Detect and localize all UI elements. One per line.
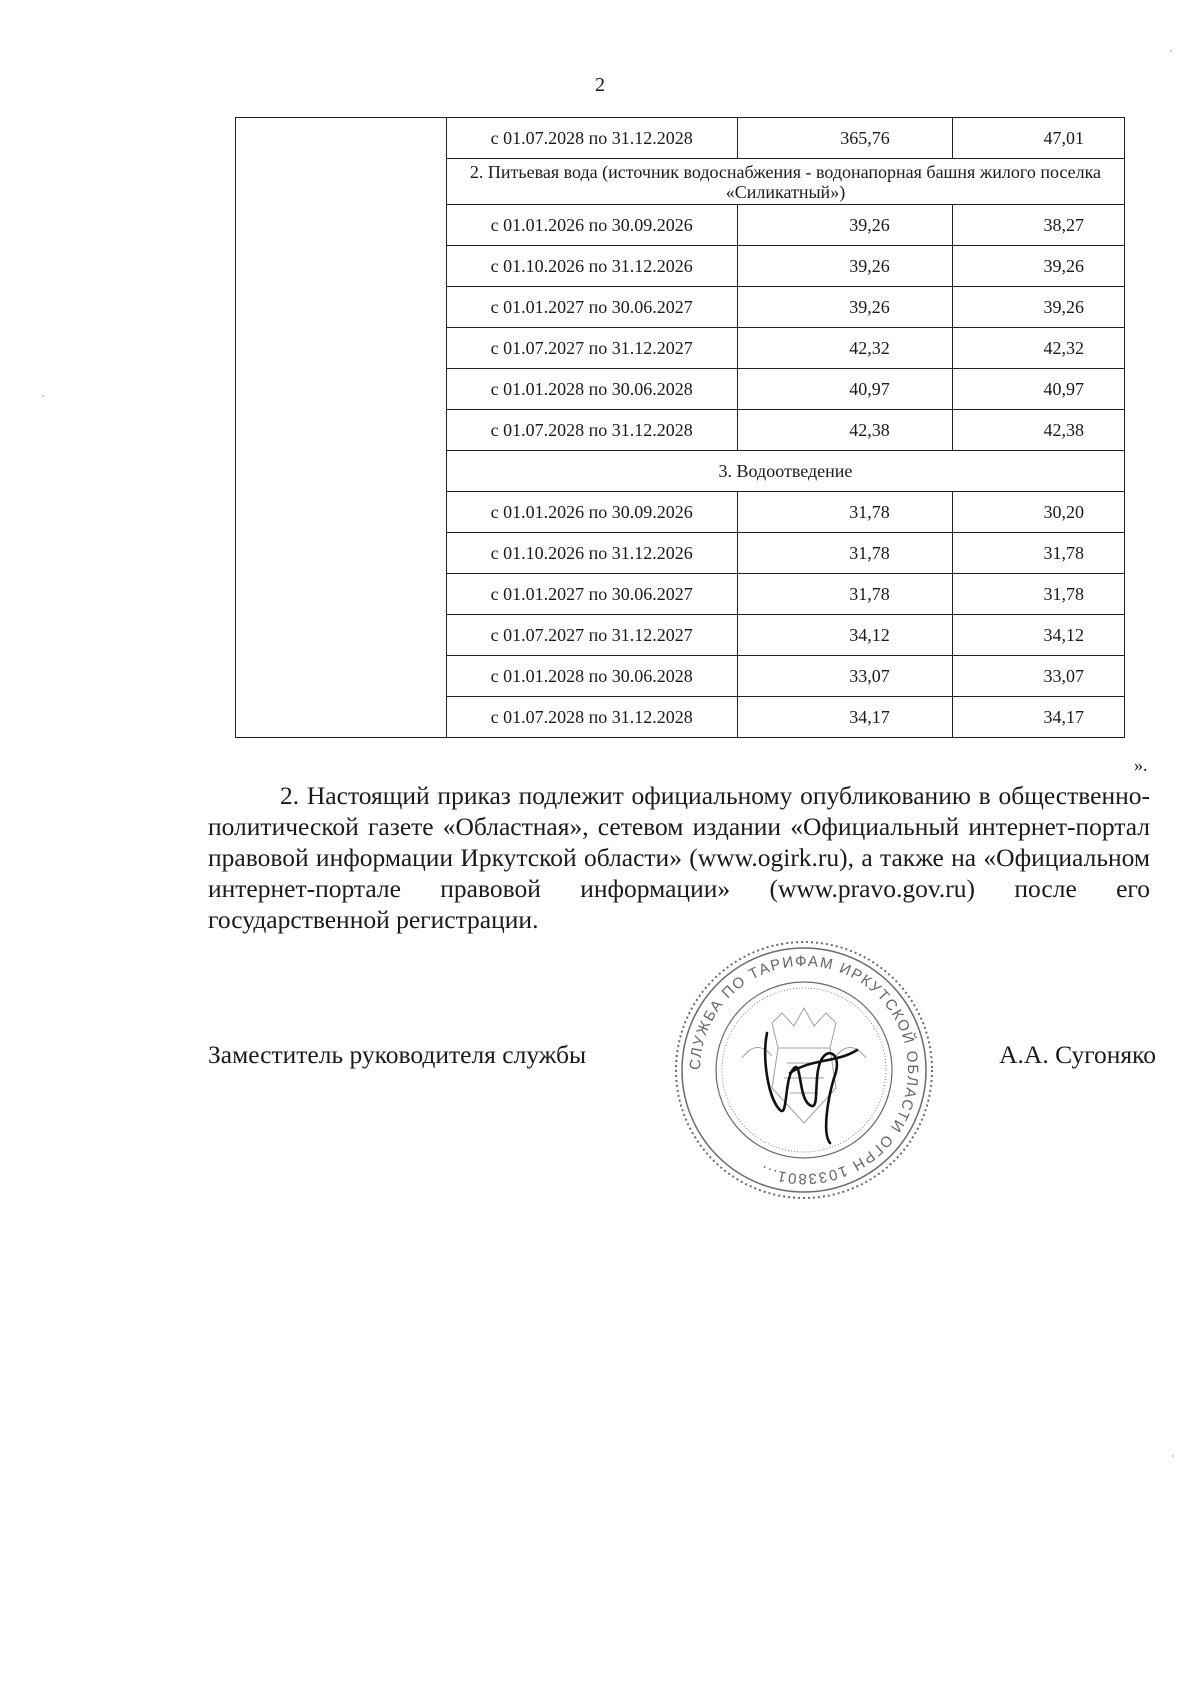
period-cell: с 01.07.2027 по 31.12.2027 [446,615,737,656]
signatory-title: Заместитель руководителя службы [208,1040,587,1069]
period-cell: с 01.07.2028 по 31.12.2028 [446,697,737,738]
period-cell: с 01.01.2027 по 30.06.2027 [446,574,737,615]
tariff-vat-value-cell: 39,26 [952,246,1124,287]
tariff-value-cell: 39,26 [737,205,952,246]
tariff-value-cell: 31,78 [737,533,952,574]
period-cell: с 01.01.2026 по 30.09.2026 [446,205,737,246]
scan-speck [42,395,44,397]
tariff-value-cell: 31,78 [737,492,952,533]
tariff-value-cell: 34,17 [737,697,952,738]
tariff-vat-value-cell: 30,20 [952,492,1124,533]
tariff-vat-value-cell: 42,32 [952,328,1124,369]
tariff-table-body [236,118,1125,738]
period-cell: с 01.07.2028 по 31.12.2028 [446,118,737,159]
tariff-vat-value-cell: 39,26 [952,287,1124,328]
scan-speck [1172,1455,1174,1457]
tariff-value-cell: 34,12 [737,615,952,656]
period-cell: с 01.01.2028 по 30.06.2028 [446,369,737,410]
tariff-value-cell: 39,26 [737,287,952,328]
tariff-vat-value-cell: 47,01 [952,118,1124,159]
tariff-table [235,117,1125,738]
page-number: 2 [595,74,605,96]
section-heading-cell: 2. Питьевая вода (источник водоснабжения - водонапорная башня жилого поселка «Силикатный») [446,159,1124,205]
tariff-value-cell: 33,07 [737,656,952,697]
publication-paragraph: 2. Настоящий приказ подлежит официальному опубликованию в общественно-политической газете «Областная», сетевом издании «Официальный интернет-портал правовой информации Иркутской области» (www.ogirk.ru), а также на «Официальном интернет-портале правовой информации» (www.pravo.gov.ru) после его государственной регистрации. [208,781,1150,934]
tariff-vat-value-cell: 40,97 [952,369,1124,410]
tariff-vat-value-cell: 33,07 [952,656,1124,697]
empty-merged-cell [236,118,447,738]
tariff-vat-value-cell: 34,12 [952,615,1124,656]
seal-ring-text: СЛУЖБА ПО ТАРИФАМ ИРКУТСКОЙ ОБЛАСТИ ОГРН 1033801... [686,952,922,1188]
tariff-value-cell: 39,26 [737,246,952,287]
signatory-name: А.А. Сугоняко [999,1040,1156,1069]
table-row [236,118,1125,159]
scan-speck [1170,50,1172,52]
tariff-value-cell: 31,78 [737,574,952,615]
period-cell: с 01.01.2028 по 30.06.2028 [446,656,737,697]
tariff-vat-value-cell: 34,17 [952,697,1124,738]
closing-quote: ». [1134,755,1148,775]
section-heading-cell: 3. Водоотведение [446,451,1124,492]
period-cell: с 01.07.2028 по 31.12.2028 [446,410,737,451]
period-cell: с 01.01.2026 по 30.09.2026 [446,492,737,533]
period-cell: с 01.10.2026 по 31.12.2026 [446,533,737,574]
tariff-vat-value-cell: 31,78 [952,533,1124,574]
official-seal-stamp [672,938,936,1202]
tariff-value-cell: 40,97 [737,369,952,410]
period-cell: с 01.01.2027 по 30.06.2027 [446,287,737,328]
tariff-value-cell: 42,38 [737,410,952,451]
period-cell: с 01.10.2026 по 31.12.2026 [446,246,737,287]
tariff-vat-value-cell: 38,27 [952,205,1124,246]
tariff-vat-value-cell: 31,78 [952,574,1124,615]
tariff-value-cell: 365,76 [737,118,952,159]
tariff-vat-value-cell: 42,38 [952,410,1124,451]
tariff-value-cell: 42,32 [737,328,952,369]
period-cell: с 01.07.2027 по 31.12.2027 [446,328,737,369]
